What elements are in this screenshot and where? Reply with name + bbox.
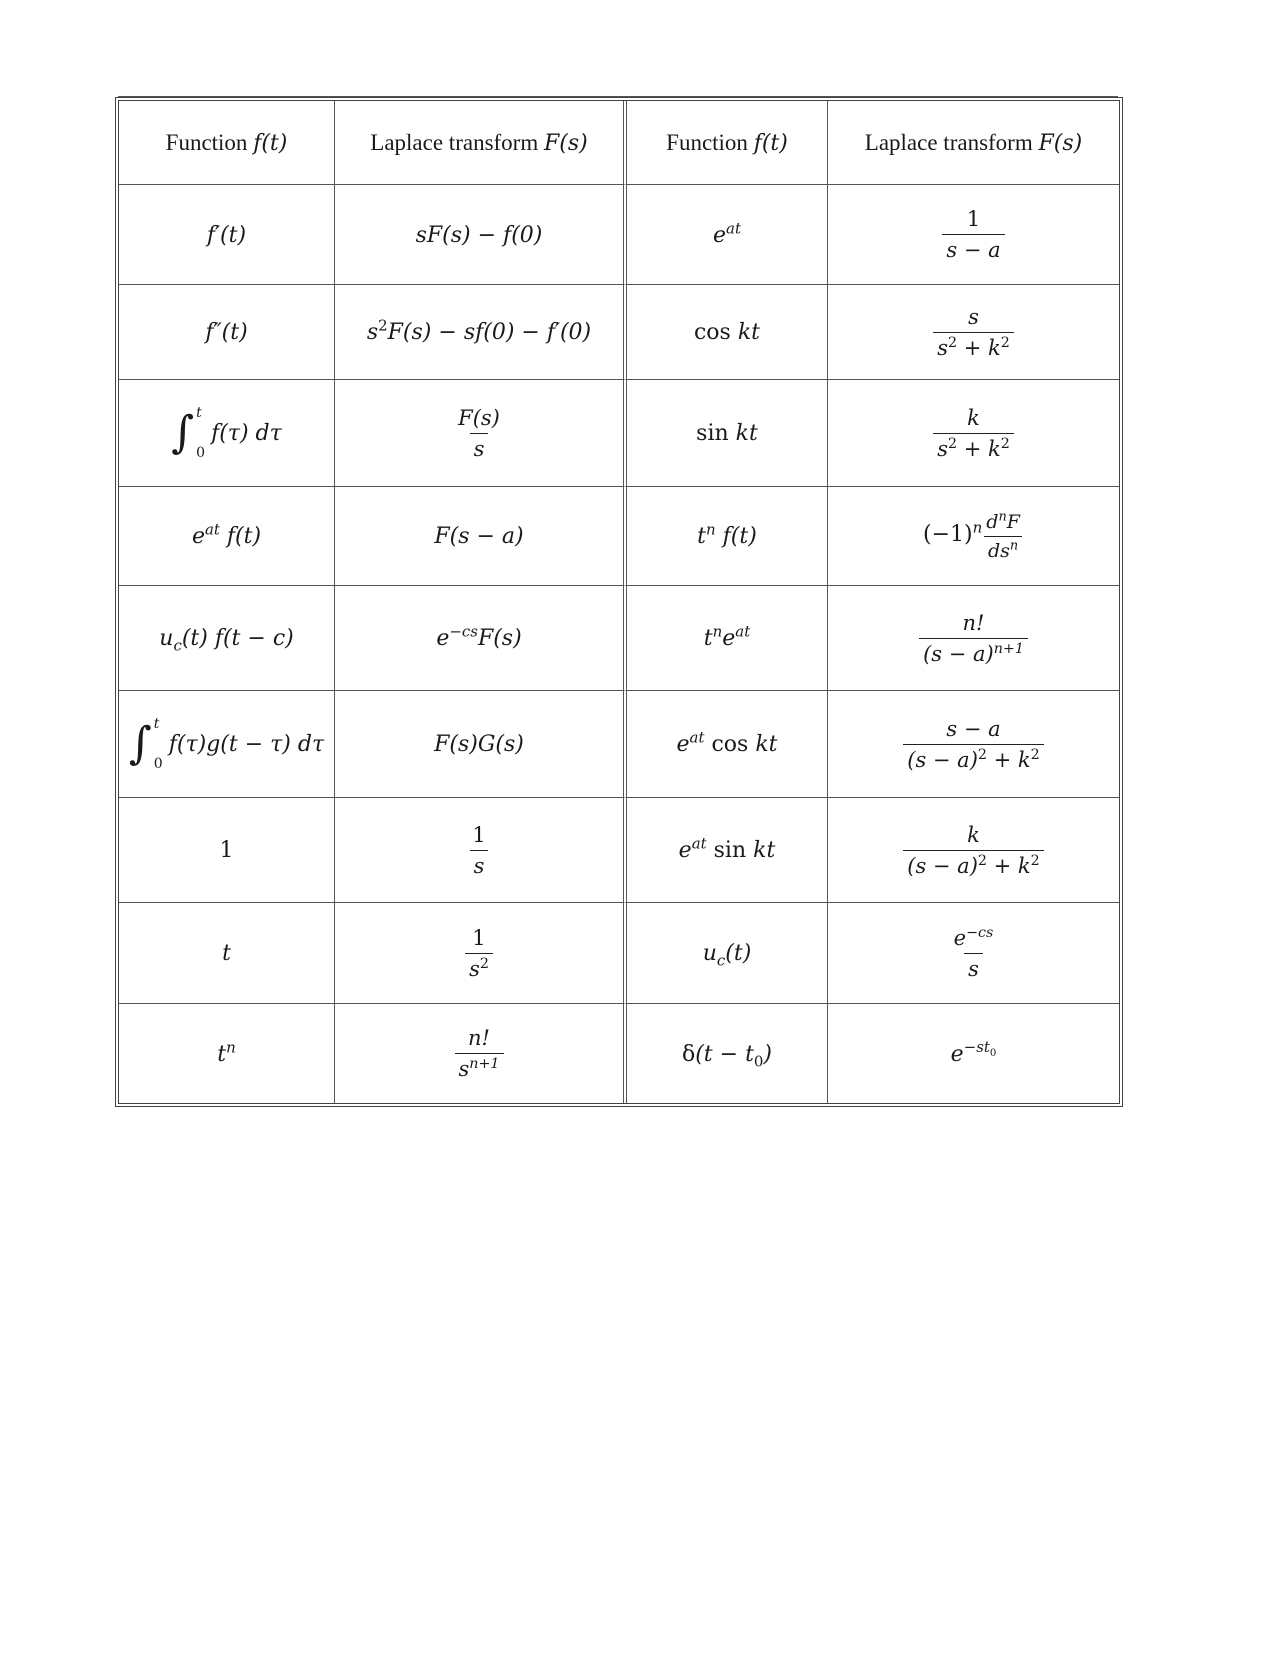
cell-function: $\delta(t - t_0)$ (627, 1004, 828, 1103)
table-row (119, 1004, 1119, 1103)
table-row (119, 586, 1119, 691)
cell-function: cos kt (627, 285, 828, 380)
cell-transform: $e^{-cs}F(s)$ (335, 586, 627, 691)
cell-function: $u_c(t)$ (627, 903, 828, 1004)
header-laplace-2: Laplace transform F(s) (828, 101, 1119, 185)
cell-transform: $\frac{1}{s}$ (335, 798, 627, 903)
cell-function: $e^{at}$ cos kt (627, 691, 828, 798)
table-row (119, 798, 1119, 903)
integral-sign: ∫ (128, 718, 152, 769)
table-row (119, 185, 1119, 285)
cell-transform: $\frac{e^{-cs}}{s}$ (828, 903, 1119, 1004)
table-row (119, 487, 1119, 586)
cell-function: $e^{at}$ f(t) (119, 487, 335, 586)
cell-transform: $\frac{1}{s^2}$ (335, 903, 627, 1004)
cell-transform: $\frac{s}{s^2 + k^2}$ (828, 285, 1119, 380)
cell-function: f″(t) (119, 285, 335, 380)
cell-transform: $(-1)^n$ $\frac{d^nF}{ds^n}$ (828, 487, 1119, 586)
cell-function: $e^{at}$ sin kt (627, 798, 828, 903)
cell-function: $t^ne^{at}$ (627, 586, 828, 691)
cell-transform: F(s)G(s) (335, 691, 627, 798)
cell-function: $t^n$ (119, 1004, 335, 1103)
header-function-2: Function f(t) (627, 101, 828, 185)
cell-function: $e^{at}$ (627, 185, 828, 285)
cell-function: t (119, 903, 335, 1004)
header-row (119, 101, 1119, 185)
cell-function: ∫ t 0 f(τ) dτ (119, 380, 335, 487)
cell-transform: $\frac{n!}{s^{n+1}}$ (335, 1004, 627, 1103)
header-function-1: Function f(t) (119, 101, 335, 185)
cell-function: f′(t) (119, 185, 335, 285)
cell-transform: $\frac{F(s)}{s}$ (335, 380, 627, 487)
cell-transform: $\frac{s - a}{(s - a)^2 + k^2}$ (828, 691, 1119, 798)
cell-transform: $\frac{k}{(s - a)^2 + k^2}$ (828, 798, 1119, 903)
cell-function: $t^n$ f(t) (627, 487, 828, 586)
cell-transform: F(s − a) (335, 487, 627, 586)
integral-sign: ∫ (171, 407, 195, 458)
header-laplace-1: Laplace transform F(s) (335, 101, 627, 185)
cell-function: $u_c(t) f(t - c)$ (119, 586, 335, 691)
cell-transform: sF(s) − f(0) (335, 185, 627, 285)
laplace-transform-table (118, 100, 1120, 1104)
table-row (119, 903, 1119, 1004)
cell-function: sin kt (627, 380, 828, 487)
cell-transform: $\frac{k}{s^2 + k^2}$ (828, 380, 1119, 487)
cell-transform: $\frac{n!}{(s - a)^{n+1}}$ (828, 586, 1119, 691)
table-row (119, 691, 1119, 798)
cell-function: 1 (119, 798, 335, 903)
cell-transform: $s^2F(s) - sf(0) - f'(0)$ (335, 285, 627, 380)
cell-transform: $e^{-st_0}$ (950, 1038, 997, 1067)
cell-function: ∫ t 0 f(τ)g(t − τ) dτ (119, 691, 335, 798)
table-row (119, 380, 1119, 487)
laplace-table-wrapper (118, 96, 1118, 1104)
table-row (119, 285, 1119, 380)
cell-transform: $\frac{1}{s - a}$ (828, 185, 1119, 285)
